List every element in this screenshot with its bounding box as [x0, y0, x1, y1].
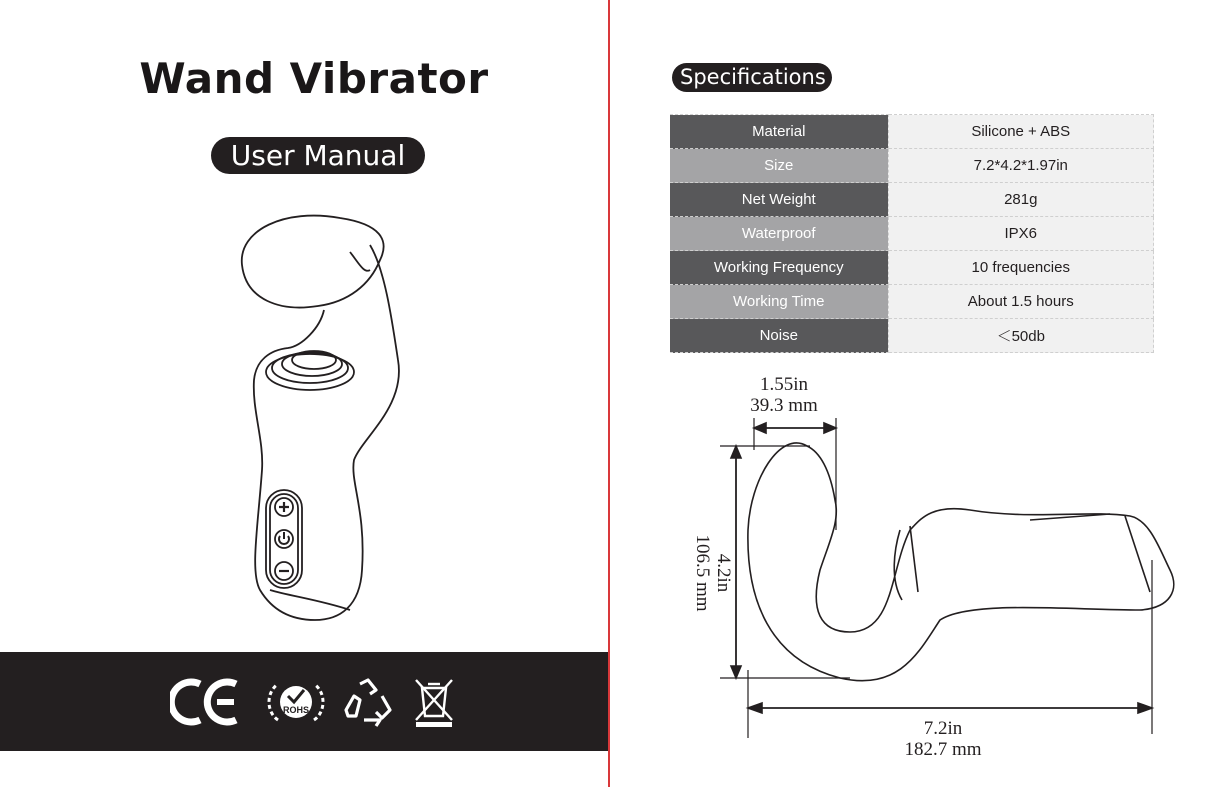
- length-mm: 182.7 mm: [904, 739, 982, 760]
- spec-value: 7.2*4.2*1.97in: [888, 149, 1154, 183]
- top-width-label: [734, 374, 834, 416]
- top-width-mm: 39.3 mm: [750, 395, 818, 416]
- spec-label: Noise: [670, 319, 888, 353]
- spec-label: Material: [670, 115, 888, 149]
- product-head: [242, 216, 384, 308]
- product-side-outline: [748, 443, 1174, 681]
- page-title: Wand Vibrator: [139, 54, 489, 103]
- length-label: [888, 718, 998, 760]
- recycle-icon: [340, 676, 396, 728]
- specifications-table: [670, 114, 1154, 353]
- spec-value: ＜50db: [888, 319, 1154, 353]
- dimension-drawing: [670, 370, 1216, 770]
- spec-value: Silicone + ABS: [888, 115, 1154, 149]
- product-handle: [254, 245, 399, 620]
- height-mm: 106.5 mm: [692, 534, 713, 612]
- rohs-badge-icon: [264, 676, 328, 728]
- spec-value: IPX6: [888, 217, 1154, 251]
- height-label: [692, 518, 734, 628]
- vibration-rings: [266, 351, 354, 390]
- subtitle-pill: User Manual: [211, 137, 425, 174]
- certification-band: [0, 652, 608, 751]
- spec-row: [670, 285, 1154, 319]
- length-in: 7.2in: [923, 718, 963, 739]
- rohs-text: ROHS: [282, 705, 310, 715]
- spec-row: [670, 319, 1154, 353]
- spec-row: [670, 149, 1154, 183]
- height-in: 4.2in: [713, 553, 734, 593]
- spec-row: [670, 251, 1154, 285]
- spec-label: Waterproof: [670, 217, 888, 251]
- spec-value: About 1.5 hours: [888, 285, 1154, 319]
- top-width-in: 1.55in: [759, 374, 809, 395]
- weee-crossed-bin-icon: [412, 676, 456, 728]
- spec-label: Working Frequency: [670, 251, 888, 285]
- spec-label: Working Time: [670, 285, 888, 319]
- spec-value: 10 frequencies: [888, 251, 1154, 285]
- spec-row: [670, 183, 1154, 217]
- right-page: [610, 0, 1216, 787]
- product-illustration: [230, 210, 410, 630]
- spec-value: 281g: [888, 183, 1154, 217]
- spec-row: [670, 115, 1154, 149]
- spec-label: Net Weight: [670, 183, 888, 217]
- spec-label: Size: [670, 149, 888, 183]
- spec-row: [670, 217, 1154, 251]
- specifications-pill: Specifications: [672, 63, 832, 92]
- ce-mark-icon: [170, 676, 242, 728]
